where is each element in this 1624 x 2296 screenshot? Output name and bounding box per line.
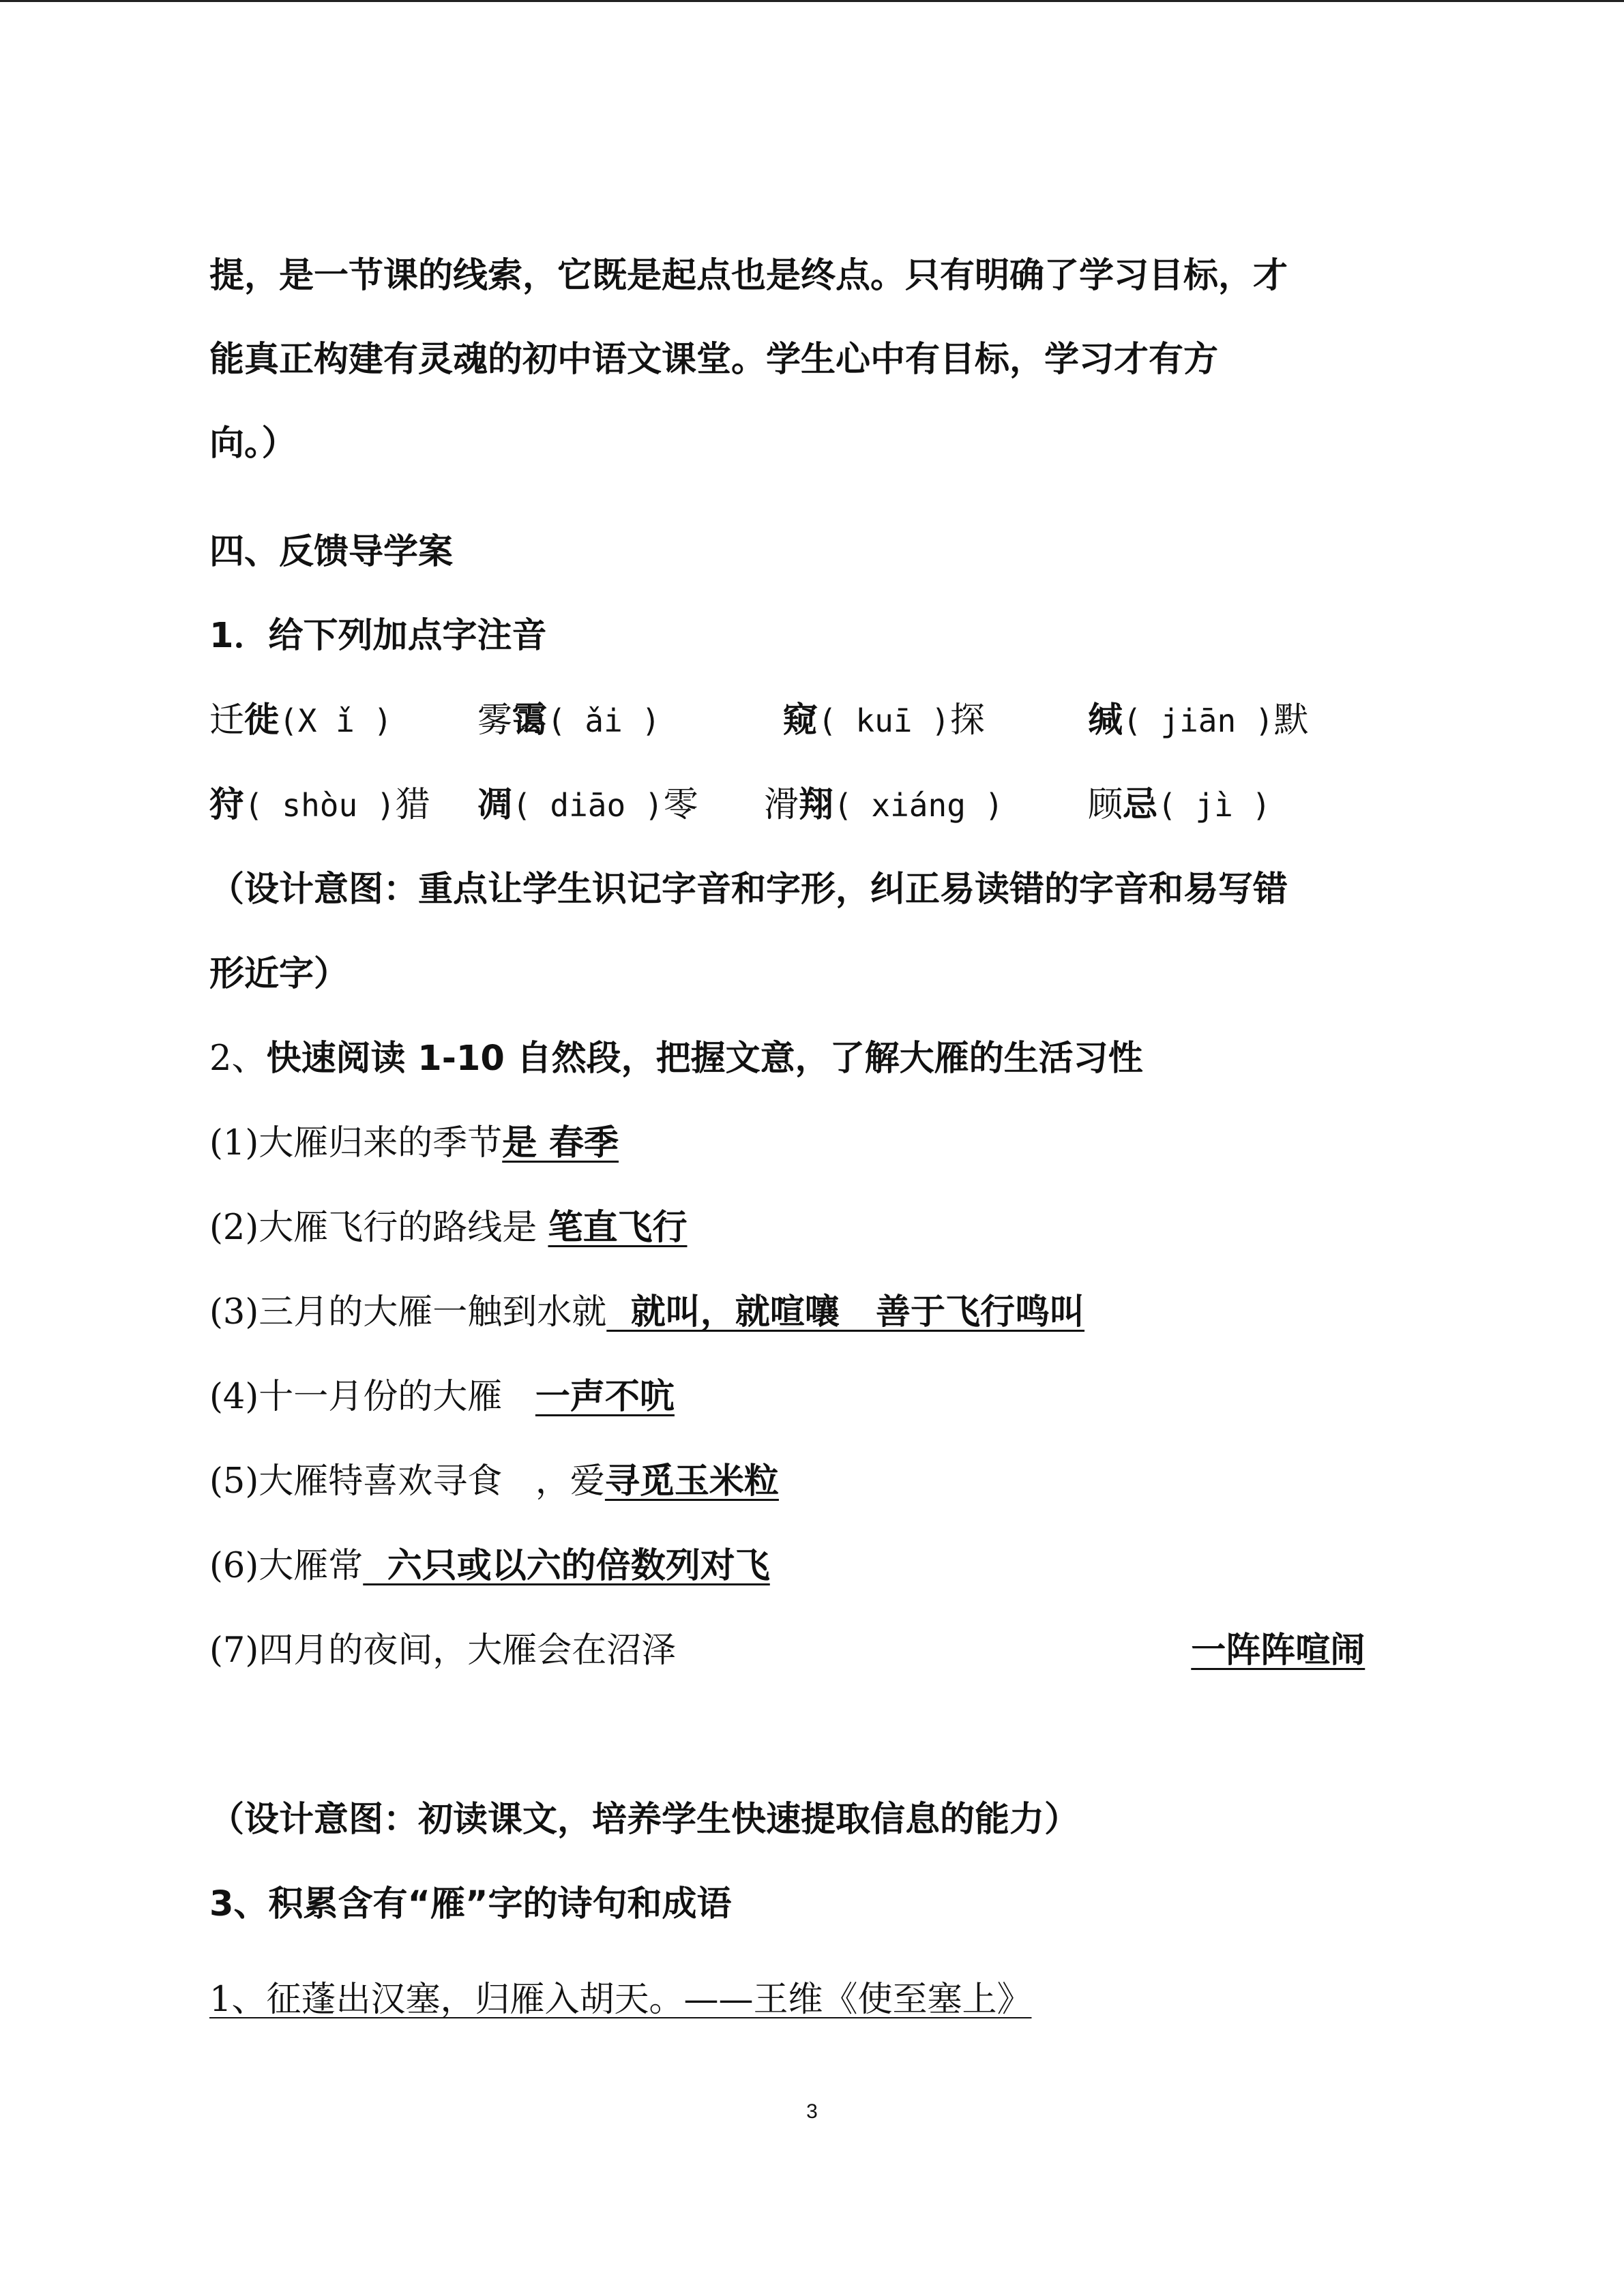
- page-number: 3: [806, 2100, 818, 2123]
- pinyin-cell: 雾霭( ǎi ): [477, 700, 661, 741]
- section-heading: 四、反馈导学案: [209, 532, 454, 572]
- q1-design-line-1: （设计意图：重点让学生识记字音和字形，纠正易读错的字音和易写错: [209, 869, 1288, 910]
- q2-title: 2、快速阅读 1-10 自然段，把握文意，了解大雁的生活习性: [209, 1039, 1143, 1079]
- pinyin-cell: 顾忌( jì ): [1088, 785, 1271, 825]
- q2-design: （设计意图：初读课文，培养学生快速提取信息的能力）: [209, 1800, 1080, 1840]
- q3-title: 3、积累含有“雁”字的诗句和成语: [209, 1884, 732, 1924]
- pinyin-cell: 滑翔( xiáng ): [764, 785, 1004, 825]
- pinyin-cell: 迁徙(X ǐ ): [209, 700, 393, 741]
- q2-item-tail: [209, 1712, 243, 1759]
- intro-line-1: 提，是一节课的线索，它既是起点也是终点。只有明确了学习目标，才: [209, 256, 1288, 296]
- top-border: [0, 0, 1624, 2]
- pinyin-cell: 缄( jiān )默: [1088, 700, 1309, 741]
- q2-item: (7)四月的夜间，大雁会在沼泽 一阵阵喧闹: [209, 1630, 1365, 1671]
- q2-item: (4)十一月份的大雁 一声不吭: [209, 1377, 675, 1417]
- pinyin-cell: 窥( kuī )探: [783, 700, 985, 741]
- q1-design-line-2: 形近字）: [209, 954, 349, 994]
- intro-line-2: 能真正构建有灵魂的初中语文课堂。学生心中有目标，学习才有方: [209, 340, 1219, 380]
- q3-line-1: 1、征蓬出汉塞，归雁入胡天。——王维《使至塞上》: [209, 1980, 1032, 2020]
- q2-item: (6)大雁常 六只或以六的倍数列对飞: [209, 1546, 770, 1586]
- q2-item: (2)大雁飞行的路线是 笔直飞行: [209, 1208, 688, 1248]
- q2-item: (5)大雁特喜欢寻食 ，爱寻觅玉米粒: [209, 1461, 779, 1502]
- pinyin-cell: 狩( shòu )猎: [209, 785, 430, 825]
- intro-line-3: 向。）: [209, 423, 297, 464]
- q1-title: 1．给下列加点字注音: [209, 616, 547, 656]
- q2-item: (3)三月的大雁一触到水就 就叫，就喧嚷 善于飞行鸣叫: [209, 1292, 1085, 1332]
- pinyin-cell: 凋( diāo )零: [477, 785, 698, 825]
- q2-item: (1)大雁归来的季节是 春季: [209, 1123, 619, 1163]
